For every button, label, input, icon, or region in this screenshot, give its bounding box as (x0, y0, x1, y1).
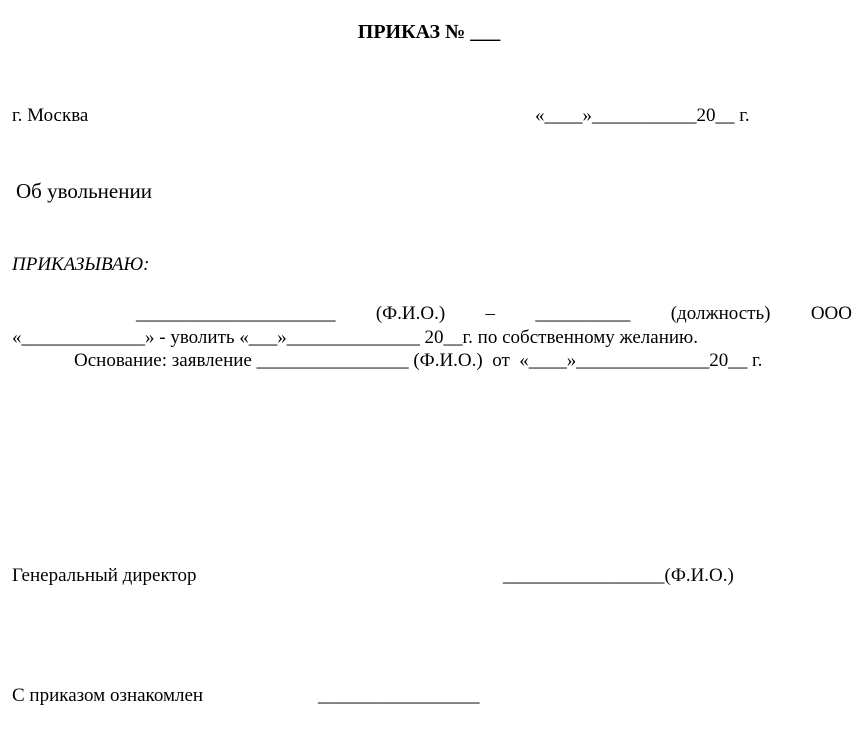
position-label: (должность) (670, 303, 771, 324)
body-line-2: «_____________» - уволить «___»______________ 20__г. по собственному желанию. (12, 327, 698, 348)
dash: – (485, 303, 496, 324)
acknowledgement-label: С приказом ознакомлен (12, 685, 204, 706)
signature-line: _________________(Ф.И.О.) (503, 565, 734, 586)
acknowledgement-line: _________________ (318, 685, 480, 706)
document-date: «____»___________20__ г. (535, 105, 750, 126)
city-label: г. Москва (12, 105, 89, 126)
body-line-3: Основание: заявление ________________ (Ф.И.О.) от «____»______________20__ г. (74, 350, 763, 371)
document-subject: Об увольнении (16, 179, 152, 203)
company-prefix: ООО (810, 303, 852, 324)
signature-position: Генеральный директор (12, 565, 197, 586)
fio-blank: _____________________ (136, 303, 336, 324)
order-word: ПРИКАЗЫВАЮ: (12, 254, 150, 275)
document-title: ПРИКАЗ № ___ (357, 21, 501, 43)
body-line-1 (12, 304, 852, 323)
position-blank: __________ (535, 303, 631, 324)
fio-label: (Ф.И.О.) (375, 303, 446, 324)
